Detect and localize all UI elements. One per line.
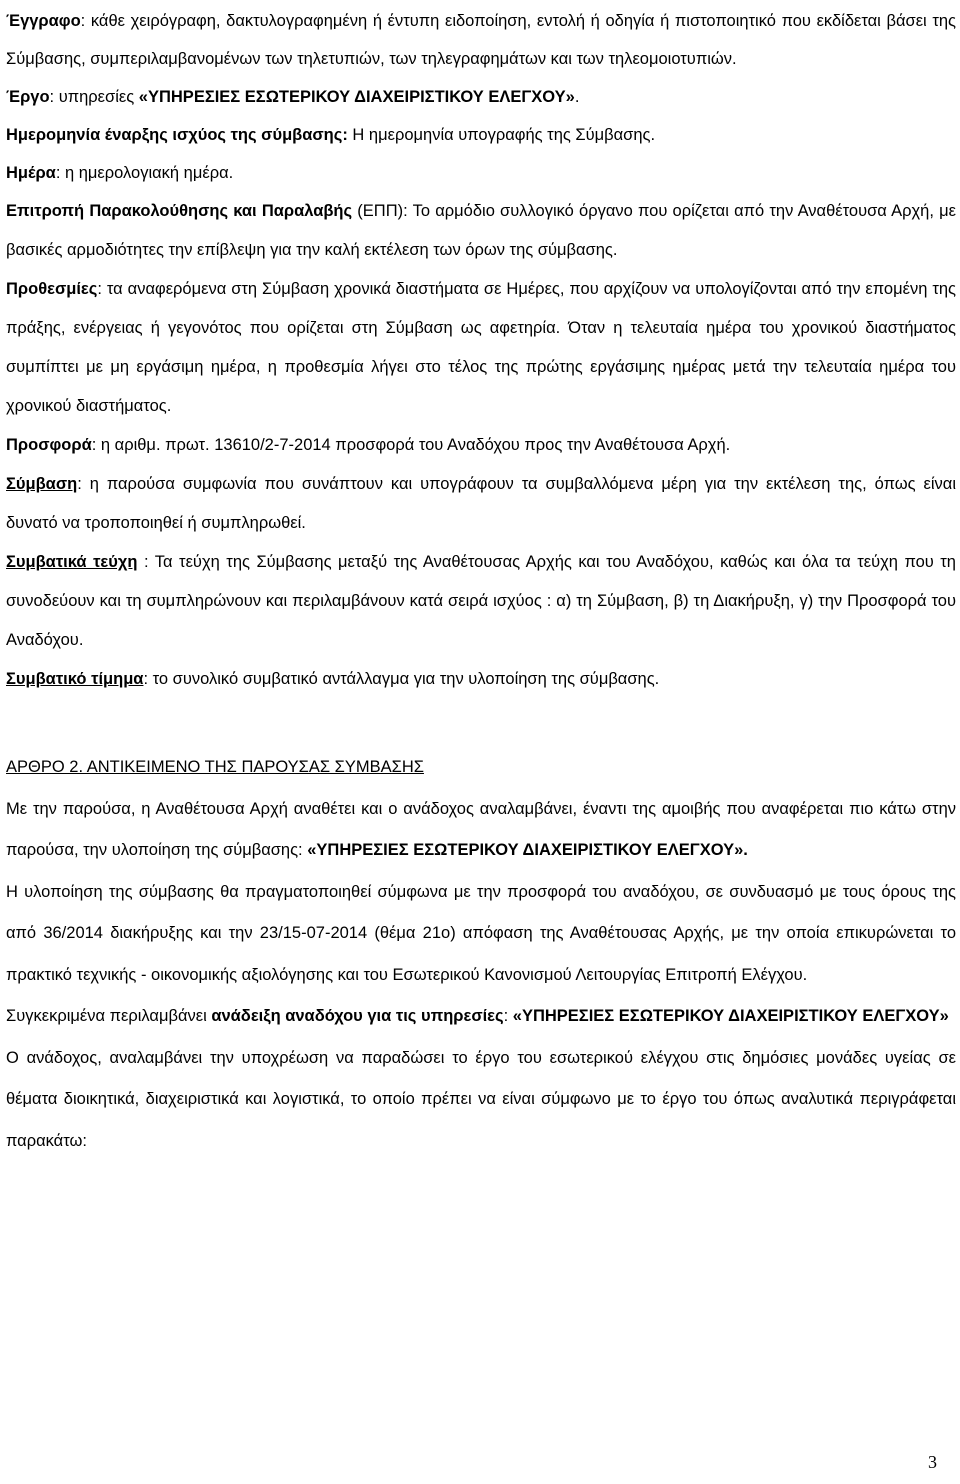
definition-text: : η ημερολογιακή ημέρα. (55, 164, 234, 182)
definition-text: : κάθε χειρόγραφη, δακτυλογραφημένη ή έντυπη ειδοποίηση, εντολή ή οδηγία ή πιστοποιητικό που εκδίδεται βάσει της Σύμβασης, συμπεριλαμβανομένων των τηλετυπιών, των τηλεγραφημάτων και των τηλεομοιοτυπιών. (6, 12, 956, 68)
article-paragraph-4 (6, 1038, 956, 1163)
definition-eppp (6, 192, 956, 270)
article-paragraph-1 (6, 789, 956, 872)
definition-text: Η ημερομηνία υπογραφής της Σύμβασης. (347, 126, 656, 144)
paragraph-text: Ο ανάδοχος, αναλαμβάνει την υποχρέωση να παραδώσει το έργο του εσωτερικού ελέγχου στις δημόσιες μονάδες υγείας σε θέματα διοικητικά, διαχειριστικά και λογιστικά, το οποίο πρέπει να είναι σύμφωνο με το έργο του όπως αναλυτικά περιγράφεται παρακάτω: (6, 1048, 956, 1150)
definition-symvasi (6, 465, 956, 543)
paragraph-mid: : (503, 1007, 513, 1025)
definition-text: : το συνολικό συμβατικό αντάλλαγμα για την υλοποίηση της σύμβασης. (143, 670, 660, 688)
definition-text: : η αριθμ. πρωτ. 13610/2-7-2014 προσφορά του Αναδόχου προς την Αναθέτουσα Αρχή. (91, 436, 731, 454)
definition-eggrafo (6, 2, 956, 78)
definition-term: Προθεσμίες (6, 280, 98, 298)
definition-term: Σύμβαση (6, 475, 78, 493)
paragraph-text: Η υλοποίηση της σύμβασης θα πραγματοποιηθεί σύμφωνα με την προσφορά του αναδόχου, σε συνδυασμό με τους όρους της από 36/2014 διακήρυξης και την 23/15-07-2014 (θέμα 21ο) απόφαση της Αναθέτουσας Αρχής, με την οποία επικυρώνεται το πρακτικό τεχνικής - οικονομικής αξιολόγησης και του Εσωτερικού Κανονισμού Λειτουργίας Επιτροπή Ελέγχου. (6, 882, 956, 984)
definition-term: Ημερομηνία έναρξης ισχύος της σύμβασης: (6, 126, 348, 144)
definition-ergo (6, 78, 956, 116)
definition-term: Έγγραφο (6, 12, 81, 30)
definition-term: Επιτροπή Παρακολούθησης και Παραλαβής (6, 202, 353, 220)
definition-prothesmies (6, 270, 956, 426)
paragraph-bold: ανάδειξη αναδόχου για τις υπηρεσίες (211, 1007, 504, 1025)
definition-term: Ημέρα (6, 164, 56, 182)
definition-text: (ΕΠΠ): Το αρμόδιο συλλογικό όργανο που ορίζεται από την Αναθέτουσα Αρχή, με βασικές αρμοδιότητες την επίβλεψη για την καλή εκτέλεση των όρων της σύμβασης. (6, 202, 956, 259)
article-heading (6, 747, 956, 789)
paragraph-bold-title: «ΥΠΗΡΕΣΙΕΣ ΕΣΩΤΕΡΙΚΟΥ ΔΙΑΧΕΙΡΙΣΤΙΚΟΥ ΕΛΕΓΧΟΥ» (512, 1007, 949, 1025)
definition-text: : υπηρεσίες (49, 88, 139, 106)
paragraph-text: Συγκεκριμένα περιλαμβάνει (6, 1007, 212, 1025)
article-paragraph-2 (6, 872, 956, 997)
definition-teuxi (6, 543, 956, 660)
definition-hmera (6, 154, 956, 192)
definition-timima (6, 660, 956, 699)
definition-text: : τα αναφερόμενα στη Σύμβαση χρονικά διαστήματα σε Ημέρες, που αρχίζουν να υπολογίζονται από την επομένη της πράξης, ενέργειας ή γεγονότος που ορίζεται στη Σύμβαση ως αφετηρία. Όταν η τελευταία ημέρα του χρονικού διαστήματος συμπίπτει με μη εργάσιμη ημέρα, η προθεσμία λήγει στο τέλος της πρώτης εργάσιμης ημέρας μετά την τελευταία ημέρα του χρονικού διαστήματος. (6, 280, 956, 415)
definition-end: . (574, 88, 580, 106)
definition-text: : η παρούσα συμφωνία που συνάπτουν και υπογράφουν τα συμβαλλόμενα μέρη για την εκτέλεση της, όπως είναι δυνατό να τροποποιηθεί ή συμπληρωθεί. (6, 475, 956, 532)
page-number: 3 (928, 1452, 937, 1472)
definition-term: Συμβατικά τεύχη (6, 553, 138, 571)
definition-term: Έργο (6, 88, 50, 106)
definition-bold-text: «ΥΠΗΡΕΣΙΕΣ ΕΣΩΤΕΡΙΚΟΥ ΔΙΑΧΕΙΡΙΣΤΙΚΟΥ ΕΛΕΓΧΟΥ» (138, 88, 575, 106)
paragraph-text: Με την παρούσα, η Αναθέτουσα Αρχή αναθέτει και ο ανάδοχος αναλαμβάνει, έναντι της αμοιβής που αναφέρεται πιο κάτω στην παρούσα, την υλοποίηση της σύμβασης: (6, 799, 956, 859)
definition-term: Συμβατικό τίμημα (6, 670, 144, 688)
section-spacer (6, 699, 956, 739)
paragraph-bold: «ΥΠΗΡΕΣΙΕΣ ΕΣΩΤΕΡΙΚΟΥ ΔΙΑΧΕΙΡΙΣΤΙΚΟΥ ΕΛΕΓΧΟΥ». (307, 841, 748, 859)
document-page (6, 0, 956, 1162)
definition-term: Προσφορά (6, 436, 92, 454)
article-heading-text: ΑΡΘΡΟ 2. ΑΝΤΙΚΕΙΜΕΝΟ ΤΗΣ ΠΑΡΟΥΣΑΣ ΣΥΜΒΑΣΗΣ (6, 758, 424, 776)
article-paragraph-3 (6, 996, 956, 1038)
definition-text: : Τα τεύχη της Σύμβασης μεταξύ της Αναθέτουσας Αρχής και του Αναδόχου, καθώς και όλα τα τεύχη που τη συνοδεύουν και τη συμπληρώνουν και περιλαμβάνουν κατά σειρά ισχύος : α) τη Σύμβαση, β) τη Διακήρυξη, γ) την Προσφορά του Αναδόχου. (6, 553, 956, 649)
definition-hmeromhnia (6, 116, 956, 154)
definition-prosfora (6, 426, 956, 465)
